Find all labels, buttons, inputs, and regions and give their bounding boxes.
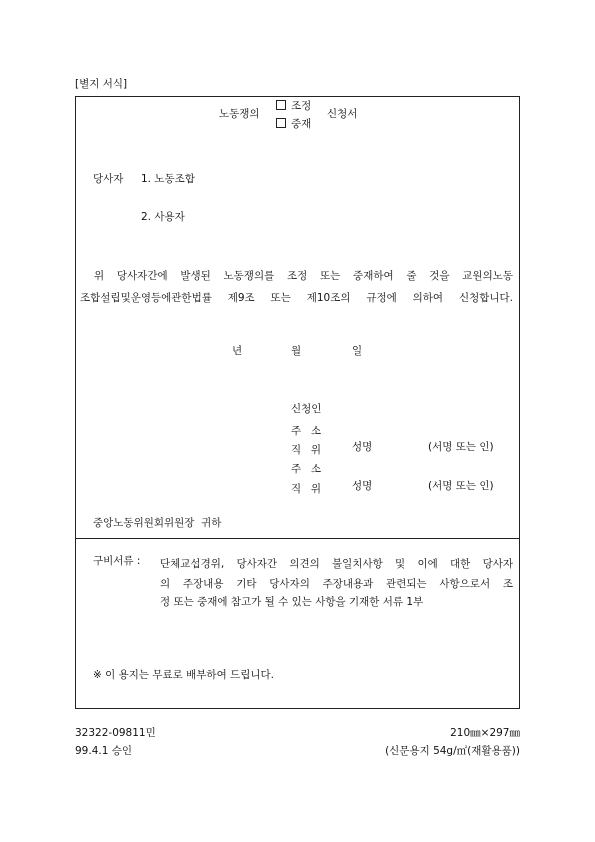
date-year: 년 [232, 345, 243, 357]
seal-label-2: (서명 또는 인) [428, 480, 494, 492]
form-divider [75, 538, 520, 539]
documents-line-2: 의 주장내용 기타 당사자의 주장내용과 관련되는 사항으로서 조 [160, 578, 513, 590]
body-line-1: 위 당사자간에 발생된 노동쟁의를 조정 또는 중재하여 줄 것을 교원의노동 [94, 270, 513, 282]
address-label-1: 주 소 [291, 425, 321, 437]
mediation-checkbox[interactable] [276, 100, 286, 110]
form-number: 32322-09811민 [75, 727, 156, 739]
applicant-label: 신청인 [291, 403, 322, 415]
date-day: 일 [352, 345, 363, 357]
documents-line-3: 정 또는 중재에 참고가 될 수 있는 사항을 기재한 서류 1부 [160, 596, 424, 608]
paper-size: 210㎜×297㎜ [450, 727, 520, 739]
name-label-2: 성명 [352, 480, 373, 492]
option-mediation-label: 조정 [291, 100, 312, 112]
date-month: 월 [291, 345, 302, 357]
position-label-2: 직 위 [291, 483, 321, 495]
addressee: 중앙노동위원회위원장 귀하 [93, 517, 222, 529]
seal-label-1: (서명 또는 인) [428, 441, 494, 453]
parties-label: 당사자 [93, 173, 124, 185]
position-label-1: 직 위 [291, 444, 321, 456]
free-distribution-notice: ※ 이 용지는 무료로 배부하여 드립니다. [93, 669, 274, 681]
party-union: 1. 노동조합 [141, 173, 195, 185]
documents-line-1: 단체교섭경위, 당사자간 의견의 불일치사항 및 이에 대한 당사자 [160, 558, 513, 570]
title-suffix: 신청서 [327, 108, 358, 120]
body-line-2: 조합설립및운영등에관한법률 제9조 또는 제10조의 규정에 의하여 신청합니다. [80, 292, 513, 304]
approval-date: 99.4.1 승인 [75, 745, 133, 757]
documents-label: 구비서류 : [93, 555, 141, 567]
arbitration-checkbox[interactable] [276, 118, 286, 128]
paper-type: (신문용지 54g/㎡(재활용품)) [385, 745, 520, 757]
option-arbitration-label: 중재 [291, 118, 312, 130]
title-prefix: 노동쟁의 [219, 108, 260, 120]
address-label-2: 주 소 [291, 463, 321, 475]
form-attachment-label: [별지 서식] [75, 78, 128, 90]
option-arbitration[interactable] [276, 118, 311, 130]
party-employer: 2. 사용자 [141, 211, 185, 223]
option-mediation[interactable] [276, 100, 311, 112]
name-label-1: 성명 [352, 441, 373, 453]
